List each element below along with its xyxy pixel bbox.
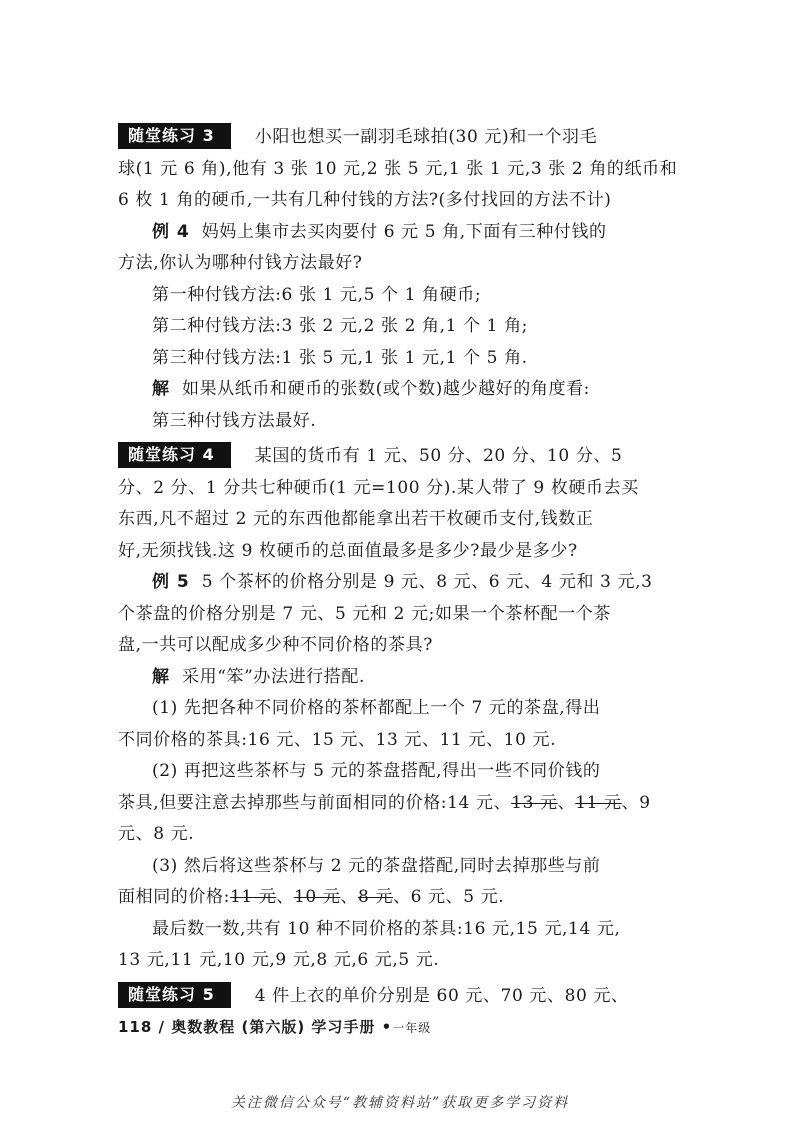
example-5-final-line2: 13 元,11 元,10 元,9 元,8 元,6 元,5 元. [118, 950, 440, 970]
practice-4-line2: 分、2 分、1 分共七种硬币(1 元=100 分).某人带了 9 枚硬币去买 [118, 477, 639, 498]
example-4-label: 例 4 [152, 221, 190, 242]
practice-4-tag: 随堂练习 4 [118, 442, 231, 468]
practice-5 [118, 981, 684, 1013]
example-5-solution-label: 解 [152, 666, 170, 687]
example-5-solution-intro: 采用“笨”办法进行搭配. [182, 666, 365, 687]
practice-3-tag: 随堂练习 3 [118, 123, 231, 149]
watermark-text: 关注微信公众号“教辅资料站”获取更多学习资料 [230, 1095, 570, 1111]
step3-struck-price: 8 元 [358, 887, 394, 907]
example-4-method3: 第三种付钱方法:1 张 5 元,1 张 1 元,1 个 5 角. [152, 347, 528, 368]
step2-struck-price: 13 元 [511, 792, 558, 813]
page-footer [118, 1016, 431, 1037]
book-title: / 奥数教程 (第六版) 学习手册 • [158, 1018, 393, 1036]
example-4-method1: 第一种付钱方法:6 张 1 元,5 个 1 角硬币; [152, 284, 482, 305]
step2-separator: 、 [557, 792, 576, 813]
example-4-solution-line1: 如果从纸币和硬币的张数(或个数)越少越好的角度看: [182, 379, 590, 399]
step2-struck-price: 11 元 [575, 792, 622, 813]
step3-struck-price: 10 元 [293, 887, 341, 907]
practice-4 [118, 441, 684, 473]
practice-3 [118, 122, 684, 154]
example-4-line1: 妈妈上集市去买肉要付 6 元 5 角,下面有三种付钱的 [201, 221, 607, 242]
practice-5-line1: 4 件上衣的单价分别是 60 元、70 元、80 元、 [254, 985, 629, 1006]
example-5-step2-line3: 元、8 元. [118, 824, 195, 844]
example-5-line2: 个茶盘的价格分别是 7 元、5 元和 2 元;如果一个茶杯配一个茶 [118, 603, 611, 624]
practice-4-line1: 某国的货币有 1 元、50 分、20 分、10 分、5 [254, 446, 623, 466]
practice-5-tag: 随堂练习 5 [118, 982, 231, 1008]
step3-separator: 、 [276, 887, 294, 907]
example-4-solution-line2: 第三种付钱方法最好. [152, 410, 317, 431]
example-5-label: 例 5 [152, 572, 190, 592]
example-5-step1-line1: (1) 先把各种不同价格的茶杯都配上一个 7 元的茶盘,得出 [152, 698, 601, 718]
example-5-solution [118, 662, 684, 694]
example-5-step3-line2 [118, 882, 684, 914]
example-5-line1: 5 个茶杯的价格分别是 9 元、8 元、6 元、4 元和 3 元,3 [201, 572, 653, 592]
practice-4-line4: 好,无须找钱.这 9 枚硬币的总面值最多是多少?最少是多少? [118, 540, 578, 561]
practice-3-line1: 小阳也想买一副羽毛球拍(30 元)和一个羽毛 [254, 127, 598, 147]
practice-3-line2: 球(1 元 6 角),他有 3 张 10 元,2 张 5 元,1 张 1 元,3 张 2 角的纸币和 [118, 158, 678, 179]
example-4-solution-label: 解 [152, 379, 170, 399]
example-4-line2: 方法,你认为哪种付钱方法最好? [118, 253, 363, 273]
example-4-method2: 第二种付钱方法:3 张 2 元,2 张 2 角,1 个 1 角; [152, 316, 528, 336]
example-4-solution [118, 374, 684, 406]
step3-prefix: 面相同的价格: [118, 887, 230, 907]
step3-suffix: 、6 元、5 元. [393, 887, 505, 907]
page-content [118, 118, 684, 1012]
practice-3-line3: 6 枚 1 角的硬币,一共有几种付钱的方法?(多付找回的方法不计) [118, 190, 612, 210]
example-5-step3-line1: (3) 然后将这些茶杯与 2 元的茶盘搭配,同时去掉那些与前 [152, 855, 601, 876]
example-4 [118, 217, 684, 249]
step2-prefix: 茶具,但要注意去掉那些与前面相同的价格:14 元、 [118, 792, 512, 813]
page-number: 118 [118, 1018, 153, 1036]
practice-4-line3: 东西,凡不超过 2 元的东西他都能拿出若干枚硬币支付,钱数正 [118, 509, 594, 529]
step2-separator: 、9 [621, 792, 651, 813]
example-5-line3: 盘,一共可以配成多少种不同价格的茶具? [118, 635, 433, 655]
grade-label: 一年级 [392, 1021, 432, 1035]
example-5-step2-line1: (2) 再把这些茶杯与 5 元的茶盘搭配,得出一些不同价钱的 [152, 761, 601, 781]
example-5 [118, 567, 684, 599]
step3-struck-price: 11 元 [229, 887, 277, 907]
example-5-step1-line2: 不同价格的茶具:16 元、15 元、13 元、11 元、10 元. [118, 729, 557, 750]
step3-separator: 、 [340, 887, 359, 907]
example-5-final-line1: 最后数一数,共有 10 种不同价格的茶具:16 元,15 元,14 元, [152, 918, 621, 939]
example-5-step2-line2 [118, 788, 684, 820]
